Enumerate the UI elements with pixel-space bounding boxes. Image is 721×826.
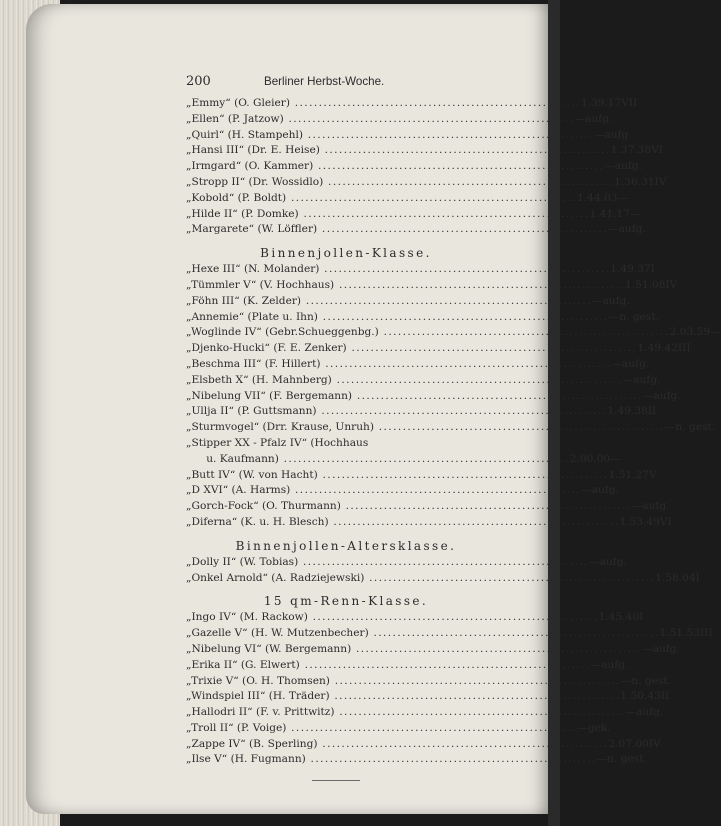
page-number: 200	[186, 74, 211, 89]
dot-leader: ............................................................	[303, 128, 594, 141]
boat-and-owner-text: „Elsbeth X“ (H. Mahnberg)	[186, 373, 332, 386]
finish-time: —	[596, 753, 608, 766]
boat-and-owner-text: „Nibelung VI“ (W. Bergemann)	[186, 642, 352, 655]
finish-time: 1.51.53	[659, 627, 700, 640]
boat-and-owner-text: „Gazelle V“ (H. W. Mutzenbecher)	[186, 627, 369, 640]
placing: aufg.	[601, 658, 629, 671]
placing: aufg.	[604, 128, 632, 141]
result-row	[186, 737, 661, 753]
result-row	[186, 468, 657, 484]
result-row	[186, 207, 641, 223]
boat-and-owner	[186, 571, 655, 587]
page-content	[186, 74, 721, 781]
result-row	[186, 128, 632, 144]
dot-leader: ............................................................	[301, 294, 592, 307]
boat-and-owner-text: „Ilse V“ (H. Fugmann)	[186, 753, 306, 766]
placing: n. gest.	[619, 310, 660, 323]
placing: II	[647, 405, 657, 418]
result-row	[186, 658, 629, 674]
finish-time: 1.49.37	[610, 263, 651, 276]
dot-leader: ............................................................	[290, 97, 581, 109]
result-row	[186, 674, 672, 690]
placing: aufg.	[635, 706, 664, 719]
boat-and-owner	[186, 262, 610, 278]
boat-and-owner	[186, 674, 621, 690]
finish-time: —	[604, 160, 615, 173]
result-row	[186, 420, 716, 436]
result-row	[186, 357, 650, 373]
placing: IV	[654, 175, 667, 188]
section-title: Binnenjollen-Altersklasse.	[235, 538, 457, 553]
finish-time: 1.39.17	[580, 97, 622, 109]
dot-leader: ............................................................	[286, 721, 578, 734]
boat-and-owner	[186, 128, 594, 144]
placing: I	[639, 611, 644, 624]
boat-and-owner-text: „Troll II“ (P. Voige)	[186, 721, 287, 734]
finish-time: 2.07.00	[608, 737, 649, 750]
result-row	[186, 642, 680, 658]
dot-leader: ............................................................	[323, 175, 615, 188]
boat-and-owner-text: „Stipper XX - Pfalz IV“ (Hochhaus	[186, 436, 369, 449]
boat-and-owner	[186, 452, 570, 468]
finish-time: —	[590, 658, 602, 671]
placing: aufg.	[618, 223, 646, 236]
boat-and-owner	[186, 610, 599, 626]
result-row	[186, 222, 646, 238]
boat-and-owner	[186, 207, 590, 223]
result-row	[186, 96, 638, 112]
finish-time: —	[664, 421, 676, 434]
boat-and-owner-text: „Hansi III“ (Dr. E. Heise)	[186, 144, 320, 157]
boat-and-owner	[186, 175, 614, 191]
dot-leader: ............................................................	[368, 627, 660, 640]
placing: aufg.	[633, 373, 661, 386]
dot-leader: ............................................................	[364, 571, 656, 584]
result-row	[186, 325, 721, 341]
finish-time: 1.50.43	[620, 690, 661, 703]
result-row	[186, 752, 647, 768]
placing: n. gest.	[675, 421, 716, 434]
boat-and-owner	[186, 705, 625, 721]
boat-and-owner	[186, 737, 608, 753]
finish-time: —	[593, 128, 605, 141]
result-row	[186, 721, 611, 737]
dot-leader: ............................................................	[317, 737, 609, 750]
placing: IV	[648, 737, 661, 750]
result-row	[186, 341, 691, 357]
boat-and-owner	[186, 626, 660, 642]
result-row	[186, 705, 664, 721]
finish-time: 2.03.59	[669, 326, 711, 339]
result-row	[186, 499, 670, 515]
placing: aufg.	[642, 500, 670, 513]
boat-and-owner	[186, 191, 577, 207]
boat-and-owner-text: „Tümmler V“ (V. Hochhaus)	[186, 278, 335, 291]
dot-leader: ............................................................	[317, 310, 609, 323]
dot-leader: ............................................................	[378, 326, 670, 339]
boat-and-owner	[186, 310, 609, 326]
boat-and-owner	[186, 420, 665, 436]
boat-and-owner-text: „Onkel Arnold“ (A. Radziejewski)	[186, 571, 365, 584]
boat-and-owner	[186, 658, 591, 674]
result-row	[186, 373, 661, 389]
placing: VI	[651, 144, 663, 157]
boat-and-owner	[186, 483, 581, 499]
dot-leader: ............................................................	[298, 555, 590, 568]
result-row	[186, 159, 642, 175]
boat-and-owner	[186, 373, 623, 389]
placing: V	[649, 468, 657, 481]
boat-and-owner-text: „Butt IV“ (W. von Hacht)	[186, 468, 318, 481]
finish-time: 1.36.31	[614, 175, 655, 188]
dot-leader: ............................................................	[307, 611, 599, 624]
boat-and-owner	[186, 159, 604, 175]
placing: III	[699, 627, 713, 640]
placing: n. gest.	[607, 753, 647, 766]
finish-time: —	[642, 642, 653, 655]
dot-leader: ............................................................	[329, 674, 621, 687]
boat-and-owner-text: „Gorch-Fock“ (O. Thurmann)	[186, 500, 341, 513]
boat-and-owner-text: „Quirl“ (H. Stampehl)	[186, 128, 303, 141]
finish-time: —	[622, 373, 634, 386]
boat-and-owner-text: „Föhn III“ (K. Zelder)	[186, 294, 302, 307]
dot-leader: ............................................................	[316, 405, 608, 418]
result-row	[186, 436, 502, 452]
boat-and-owner-text: „Ullja II“ (P. Guttsmann)	[186, 405, 317, 418]
boat-and-owner-text: „Hexe III“ (N. Molander)	[186, 263, 320, 276]
result-row	[186, 515, 672, 531]
boat-and-owner-text: „Dolly II“ (W. Tobias)	[186, 555, 299, 568]
boat-and-owner-text: „Beschma III“ (F. Hillert)	[186, 357, 321, 370]
dot-leader: ............................................................	[283, 112, 575, 125]
result-row	[186, 555, 627, 571]
placing: aufg.	[653, 389, 681, 402]
boat-and-owner	[186, 642, 642, 658]
dot-leader: ............................................................	[320, 357, 612, 370]
dot-leader: ............................................................	[319, 144, 611, 157]
boat-and-owner-text: „Trixie V“ (O. H. Thomsen)	[186, 674, 330, 687]
dot-leader: ............................................................	[334, 706, 626, 719]
result-row	[186, 191, 629, 207]
boat-and-owner-text: „Margarete“ (W. Löffler)	[186, 223, 318, 236]
finish-time: —	[608, 310, 620, 323]
running-title: Berliner Herbst-Woche.	[264, 75, 385, 88]
finish-time: 1.45.40	[598, 611, 640, 624]
boat-and-owner-text: „Kobold“ (P. Boldt)	[186, 191, 287, 204]
finish-time: —	[581, 484, 592, 497]
boat-and-owner	[186, 96, 581, 112]
boat-and-owner-text: „D XVI“ (A. Harms)	[186, 484, 291, 497]
finish-time: 2.00.00	[569, 452, 611, 465]
section-title: Binnenjollen-Klasse.	[260, 246, 432, 261]
result-row	[186, 112, 613, 128]
end-rule	[312, 780, 360, 781]
dot-leader: ............................................................	[334, 278, 626, 291]
finish-time: 1.58.04	[655, 571, 696, 584]
finish-time: 1.41.17	[589, 207, 630, 220]
page-header	[186, 74, 502, 96]
placing: gek.	[587, 721, 611, 734]
dot-leader: ............................................................	[328, 515, 620, 528]
placing: aufg.	[652, 642, 680, 655]
boat-and-owner-text: „Diferna“ (K. u. H. Blesch)	[186, 515, 329, 528]
boat-and-owner	[186, 555, 589, 571]
result-row	[186, 310, 660, 326]
placing: VII	[621, 97, 638, 109]
finish-time: —	[625, 706, 636, 719]
dot-leader: ............................................................	[351, 642, 643, 655]
finish-time: 1.37.38	[610, 144, 652, 157]
dot-leader: ............................................................	[352, 389, 643, 402]
placing: n. gest.	[631, 674, 672, 687]
boat-and-owner	[186, 515, 619, 531]
result-row	[186, 404, 657, 420]
boat-and-owner-text: „Ellen“ (P. Jatzow)	[186, 112, 284, 125]
placing: III	[677, 342, 691, 355]
placing: aufg.	[591, 484, 619, 497]
boat-and-owner-text: „Stropp II“ (Dr. Wossidlo)	[186, 175, 324, 188]
placing: —	[617, 191, 629, 204]
boat-and-owner-text: „Ingo IV“ (M. Rackow)	[186, 611, 308, 624]
dot-leader: ............................................................	[317, 468, 609, 481]
result-row	[186, 262, 655, 278]
finish-time: —	[574, 112, 586, 125]
boat-and-owner-text: u. Kaufmann)	[186, 452, 279, 465]
result-row	[186, 571, 700, 587]
dot-leader: ............................................................	[331, 373, 623, 386]
placing: I	[650, 263, 655, 276]
results-list	[186, 96, 721, 768]
boat-and-owner-text: „Djenko-Hucki“ (F. E. Zenker)	[186, 342, 347, 355]
dot-leader: ............................................................	[290, 484, 582, 497]
boat-and-owner-text: „Irmgard“ (O. Kammer)	[186, 160, 314, 173]
finish-time: 1.53.49	[619, 515, 660, 528]
boat-and-owner	[186, 357, 611, 373]
placing: IV	[665, 278, 678, 291]
finish-time: —	[642, 389, 654, 402]
boat-and-owner-text: „Nibelung VII“ (F. Bergemann)	[186, 389, 353, 402]
dot-leader: ............................................................	[305, 753, 597, 766]
result-row	[186, 452, 621, 468]
boat-and-owner	[186, 278, 625, 294]
boat-and-owner-text: „Sturmvogel“ (Drr. Krause, Unruh)	[186, 421, 374, 434]
boat-and-owner	[186, 499, 632, 515]
placing: aufg.	[614, 160, 642, 173]
finish-time: 1.51.27	[608, 468, 650, 481]
placing: —	[610, 452, 621, 465]
placing: —	[710, 326, 721, 339]
result-row	[186, 278, 678, 294]
dot-leader: ............................................................	[329, 690, 621, 703]
result-row	[186, 689, 670, 705]
boat-and-owner	[186, 721, 577, 737]
dot-leader: ............................................................	[278, 452, 570, 465]
boat-and-owner	[186, 112, 575, 128]
dot-leader: ............................................................	[286, 191, 578, 204]
boat-and-owner-text: „Hilde II“ (P. Domke)	[186, 207, 299, 220]
dot-leader: ............................................................	[313, 160, 605, 173]
finish-time: —	[589, 555, 600, 568]
section-title: 15 qm-Renn-Klasse.	[263, 594, 429, 609]
boat-and-owner	[186, 143, 611, 159]
result-row	[186, 143, 663, 159]
dot-leader: ............................................................	[317, 223, 608, 236]
dot-leader: ............................................................	[346, 342, 638, 355]
finish-time: 1.51.08	[625, 278, 666, 291]
boat-and-owner	[186, 752, 597, 768]
finish-time: —	[591, 294, 603, 307]
finish-time: 1.49.42	[637, 342, 678, 355]
boat-and-owner-text: „Zappe IV“ (B. Sperling)	[186, 737, 318, 750]
boat-and-owner-text: „Hallodri II“ (F. v. Prittwitz)	[186, 706, 335, 719]
finish-time: —	[611, 357, 622, 370]
boat-and-owner	[186, 468, 609, 484]
placing: I	[695, 571, 700, 584]
dot-leader: ............................................................	[299, 658, 591, 671]
placing: II	[660, 690, 670, 703]
boat-and-owner	[186, 341, 638, 357]
result-row	[186, 175, 667, 191]
result-row	[186, 389, 681, 405]
boat-and-owner-text: „Windspiel III“ (H. Träder)	[186, 690, 330, 703]
boat-and-owner	[186, 325, 670, 341]
boat-and-owner-text: „Erika II“ (G. Elwert)	[186, 658, 300, 671]
result-row	[186, 626, 713, 642]
placing: aufg.	[602, 294, 630, 307]
dot-leader: ............................................................	[340, 500, 632, 513]
boat-and-owner	[186, 294, 592, 310]
boat-and-owner	[186, 436, 408, 452]
finish-time: —	[607, 223, 619, 236]
boat-and-owner	[186, 689, 620, 705]
placing: aufg.	[585, 112, 613, 125]
dot-leader: ............................................................	[319, 263, 611, 276]
boat-and-owner-text: „Emmy“ (O. Gleier)	[186, 97, 290, 109]
boat-and-owner	[186, 389, 643, 405]
finish-time: —	[577, 721, 588, 734]
placing: aufg.	[621, 357, 650, 370]
dot-leader: ............................................................	[374, 421, 665, 434]
placing: —	[629, 207, 641, 220]
boat-and-owner-text: „Annemie“ (Plate u. Ihn)	[186, 310, 318, 323]
boat-and-owner-text: „Woglinde IV“ (Gebr.Schueggenbg.)	[186, 326, 379, 339]
placing: VI	[659, 515, 672, 528]
finish-time: —	[620, 674, 632, 687]
placing: aufg.	[599, 555, 627, 568]
finish-time: 1.49.38	[607, 405, 648, 418]
result-row	[186, 610, 644, 626]
finish-time: 1.44.03	[577, 191, 618, 204]
finish-time: —	[631, 500, 643, 513]
boat-and-owner	[186, 222, 608, 238]
result-row	[186, 483, 619, 499]
dot-leader: ............................................................	[298, 207, 590, 220]
result-row	[186, 294, 630, 310]
boat-and-owner	[186, 404, 607, 420]
